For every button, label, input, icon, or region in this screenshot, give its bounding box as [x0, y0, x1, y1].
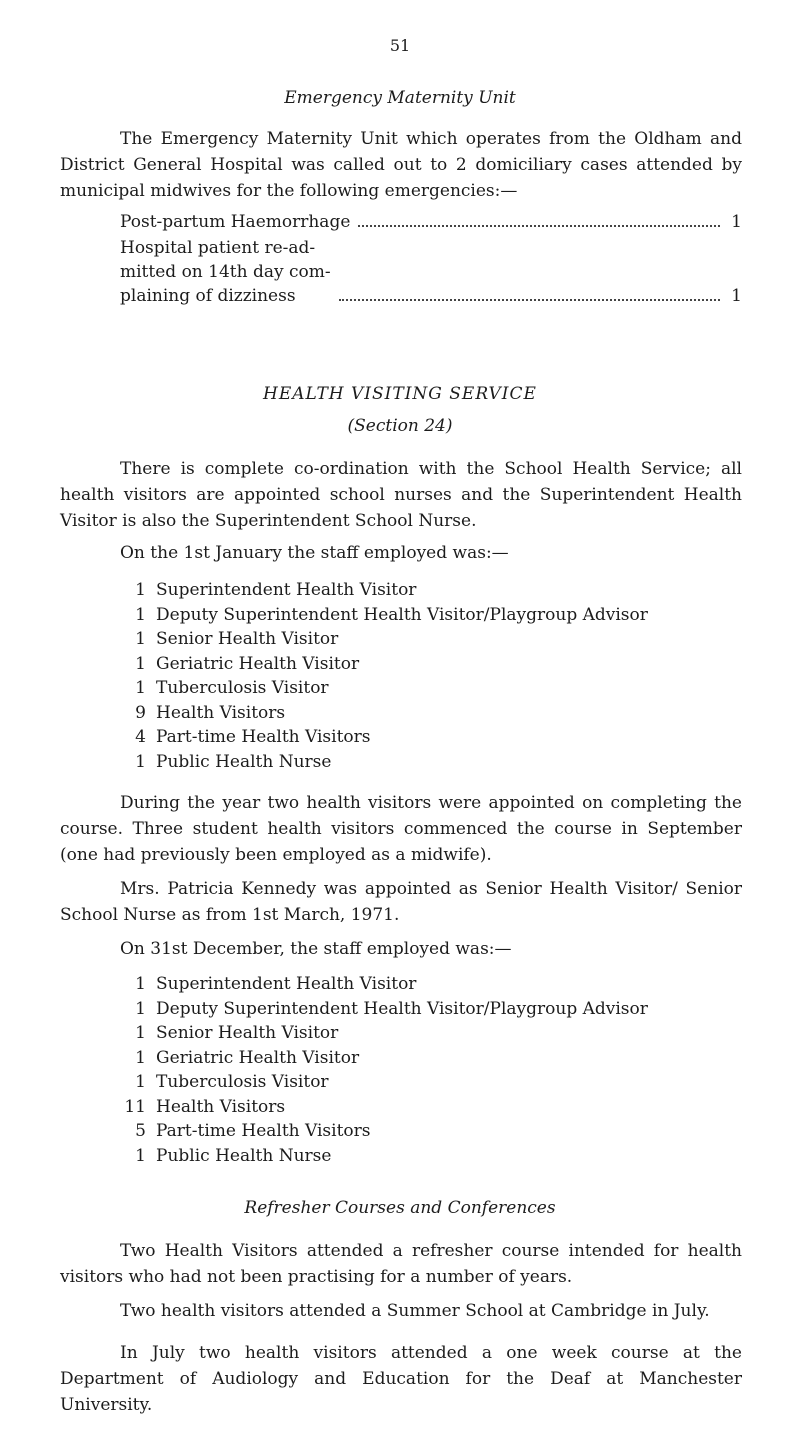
staff-qty: 1 — [135, 1023, 146, 1043]
dec-staff-intro: On 31st December, the staff employed was:— — [120, 939, 512, 959]
staff-qty: 11 — [124, 1096, 146, 1117]
staff-role: Deputy Superintendent Health Visitor/Playgroup Advisor — [156, 998, 648, 1019]
staff-qty: 1 — [135, 678, 146, 698]
staff-row — [120, 1095, 760, 1120]
leader-dots — [339, 299, 720, 301]
emergency-item — [120, 210, 742, 234]
staff-row — [120, 1119, 760, 1144]
emergency-list — [120, 210, 742, 308]
emergency-item — [120, 236, 742, 308]
staff-role: Superintendent Health Visitor — [156, 974, 417, 994]
staff-row — [120, 1046, 760, 1071]
staff-qty: 1 — [135, 653, 146, 674]
page-number: 51 — [389, 36, 411, 55]
jan-staff-list — [120, 578, 760, 774]
staff-qty: 1 — [135, 580, 146, 600]
emergency-item-label: Hospital patient re-ad- mitted on 14th day com- plaining of dizziness — [120, 238, 331, 306]
emergency-item-count: 1 — [731, 212, 742, 232]
staff-qty: 1 — [135, 629, 146, 649]
coordination-paragraph: There is complete co-ordination with the School Health Service; all health visitors are appointed school nurses and the Superintendent Health Visitor is also the Superintendent School Nurse. — [60, 459, 742, 531]
staff-row — [120, 1021, 760, 1046]
staff-role: Deputy Superintendent Health Visitor/Playgroup Advisor — [156, 604, 648, 625]
staff-role: Part-time Health Visitors — [156, 1121, 371, 1141]
staff-role: Part-time Health Visitors — [156, 727, 371, 747]
staff-qty: 1 — [135, 1145, 146, 1166]
staff-role: Geriatric Health Visitor — [156, 1047, 360, 1068]
dec-staff-list — [120, 972, 760, 1168]
refresher-heading: Refresher Courses and Conferences — [244, 1198, 556, 1218]
staff-qty: 1 — [135, 1072, 146, 1092]
health-visiting-heading: HEALTH VISITING SERVICE — [263, 384, 537, 404]
jan-staff-intro: On the 1st January the staff employed was:— — [120, 543, 509, 563]
staff-row — [120, 725, 760, 750]
refresher-paragraph-2: Two health visitors attended a Summer School at Cambridge in July. — [120, 1301, 710, 1321]
staff-qty: 1 — [135, 604, 146, 625]
emergency-intro: The Emergency Maternity Unit which operates from the Oldham and District General Hospital was called out to 2 domiciliary cases attended by municipal midwives for the following emergencies:— — [60, 129, 742, 201]
staff-row — [120, 972, 760, 997]
staff-role: Geriatric Health Visitor — [156, 653, 360, 674]
staff-row — [120, 652, 760, 677]
staff-role: Tuberculosis Visitor — [156, 1072, 329, 1092]
during-year-paragraph: During the year two health visitors were appointed on completing the course. Three student health visitors commenced the course in September (one had previously been employed as a midwife). — [60, 793, 742, 865]
staff-role: Senior Health Visitor — [156, 1023, 339, 1043]
staff-qty: 1 — [135, 1047, 146, 1068]
staff-qty: 9 — [135, 702, 146, 723]
staff-qty: 1 — [135, 974, 146, 994]
staff-row — [120, 1144, 760, 1169]
staff-role: Superintendent Health Visitor — [156, 580, 417, 600]
leader-dots — [358, 225, 720, 227]
staff-row — [120, 997, 760, 1022]
staff-row — [120, 701, 760, 726]
emergency-item-count: 1 — [731, 286, 742, 306]
staff-row — [120, 627, 760, 652]
staff-row — [120, 750, 760, 775]
staff-row — [120, 603, 760, 628]
staff-role: Public Health Nurse — [156, 1145, 332, 1166]
refresher-paragraph-3: In July two health visitors attended a one week course at the Department of Audiology and Education for the Deaf at Manchester University. — [60, 1343, 742, 1415]
staff-qty: 4 — [135, 727, 146, 747]
health-visiting-subheading: (Section 24) — [347, 416, 453, 436]
staff-role: Senior Health Visitor — [156, 629, 339, 649]
emergency-item-label: Post-partum Haemorrhage — [120, 212, 351, 232]
staff-role: Health Visitors — [156, 702, 286, 723]
staff-row — [120, 578, 760, 603]
kennedy-paragraph: Mrs. Patricia Kennedy was appointed as Senior Health Visitor/ Senior School Nurse as from 1st March, 1971. — [60, 879, 742, 925]
staff-role: Health Visitors — [156, 1096, 286, 1117]
staff-qty: 1 — [135, 751, 146, 772]
staff-role: Public Health Nurse — [156, 751, 332, 772]
staff-row — [120, 676, 760, 701]
staff-row — [120, 1070, 760, 1095]
staff-role: Tuberculosis Visitor — [156, 678, 329, 698]
staff-qty: 1 — [135, 998, 146, 1019]
refresher-paragraph-1: Two Health Visitors attended a refresher course intended for health visitors who had not been practising for a number of years. — [60, 1241, 742, 1287]
staff-qty: 5 — [135, 1121, 146, 1141]
emergency-heading: Emergency Maternity Unit — [284, 88, 516, 108]
